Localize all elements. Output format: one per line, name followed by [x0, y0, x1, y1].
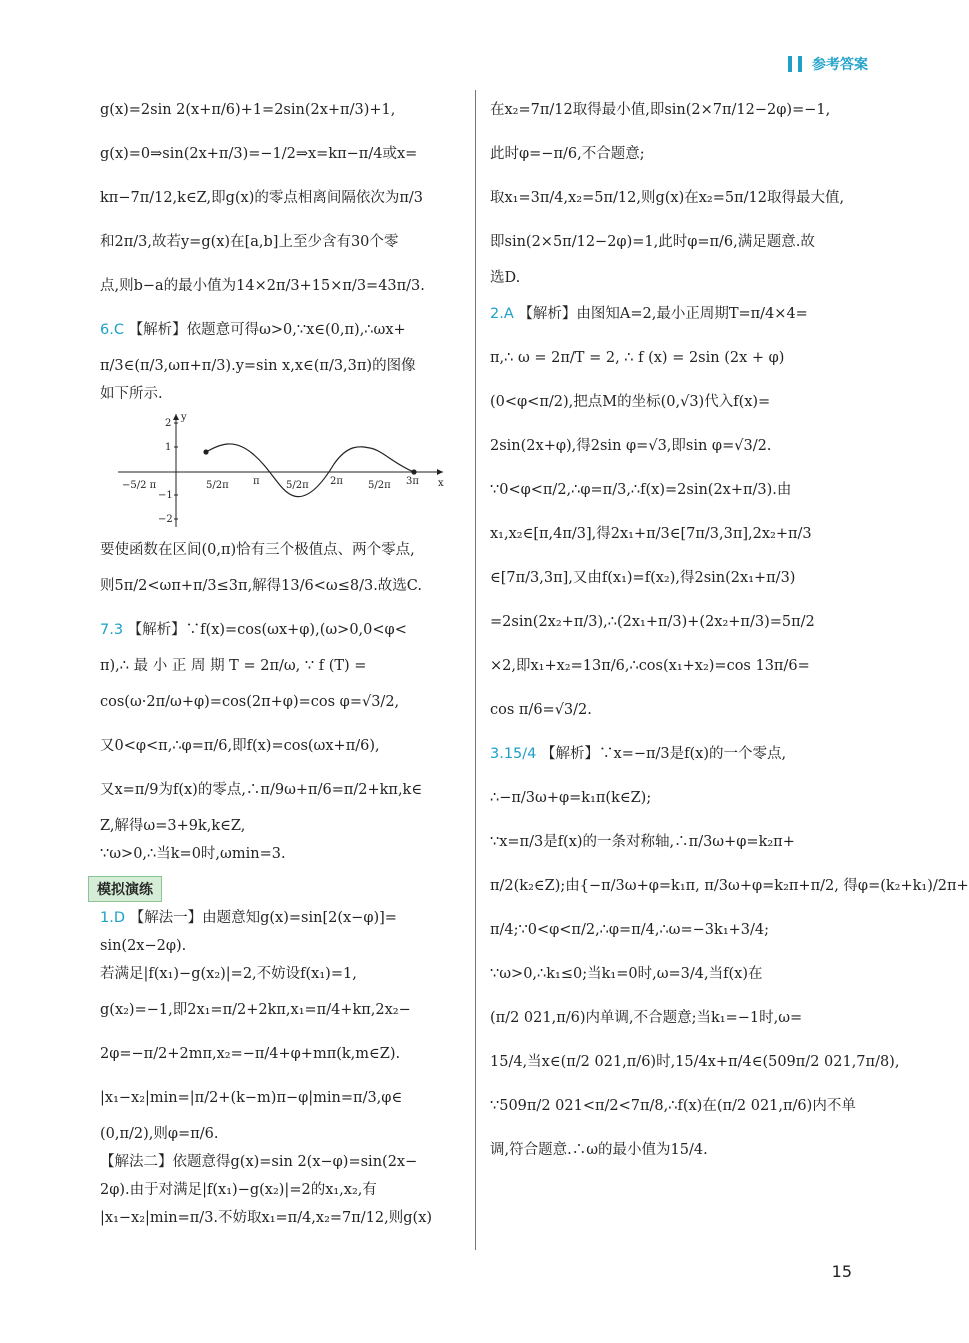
- text-line: cos(ω·2π/ω+φ)=cos(2π+φ)=cos φ=√3/2,: [100, 694, 400, 710]
- text-line: π,∴ ω = 2π/T = 2, ∴ f (x) = 2sin (2x + φ): [490, 350, 785, 366]
- tick-label: 5/2π: [286, 480, 309, 491]
- text-line: ×2,即x₁+x₂=13π/6,∴cos(x₁+x₂)=cos 13π/6=: [490, 658, 810, 674]
- tick-label: 3π: [406, 476, 419, 487]
- left-column: [97, 88, 462, 1232]
- text-line: 即sin(2×5π/12−2φ)=1,此时φ=π/6,满足题意.故: [490, 234, 815, 250]
- question-number: 2.A: [490, 306, 514, 322]
- text-line: 要使函数在区间(0,π)恰有三个极值点、两个零点,: [100, 542, 415, 558]
- text-line: π/2(k₂∈Z);由{−π/3ω+φ=k₁π, π/3ω+φ=k₂π+π/2, 得φ=(k₂+k₁)/2π+: [490, 878, 969, 894]
- text-line: ∵0<φ<π/2,∴φ=π/3,∴f(x)=2sin(2x+π/3).由: [490, 482, 792, 498]
- text-line: (0,π/2),则φ=π/6.: [100, 1126, 219, 1142]
- tick-label: 5/2π: [368, 480, 391, 491]
- section-tag: 模拟演练: [88, 876, 162, 902]
- text-line: 2φ=−π/2+2mπ,x₂=−π/4+φ+mπ(k,m∈Z).: [100, 1046, 401, 1062]
- text-line: ∵x=π/3是f(x)的一条对称轴,∴π/3ω+φ=k₂π+: [490, 834, 795, 850]
- question-number: 6.C: [100, 322, 124, 338]
- text-line: (0<φ<π/2),把点M的坐标(0,√3)代入f(x)=: [490, 394, 771, 410]
- page-header: [788, 50, 868, 78]
- text-line: kπ−7π/12,k∈Z,即g(x)的零点相离间隔依次为π/3: [100, 190, 424, 206]
- text-line: ∵ω>0,∴当k=0时,ωmin=3.: [100, 846, 286, 862]
- text-line: 又x=π/9为f(x)的零点,∴π/9ω+π/6=π/2+kπ,k∈: [100, 782, 423, 798]
- text-line: sin(2x−2φ).: [100, 938, 187, 954]
- question-number: 1.D: [100, 910, 125, 926]
- text-line: ∵509π/2 021<π/2<7π/8,∴f(x)在(π/2 021,π/6)内不单: [490, 1098, 856, 1114]
- text-line: 15/4,当x∈(π/2 021,π/6)时,15/4x+π/4∈(509π/2 021,7π/8),: [490, 1054, 900, 1070]
- text-line: (π/2 021,π/6)内单调,不合题意;当k₁=−1时,ω=: [490, 1010, 803, 1026]
- text-line: ∵ω>0,∴k₁≤0;当k₁=0时,ω=3/4,当f(x)在: [490, 966, 763, 982]
- column-divider: [475, 90, 476, 1250]
- tick-label: 5/2π: [206, 480, 229, 491]
- text-span: 【解析】由图知A=2,最小正周期T=π/4×4=: [518, 306, 808, 322]
- end-point: [411, 469, 416, 474]
- text-span: 【解法一】由题意知g(x)=sin[2(x−φ)]=: [129, 910, 397, 926]
- text-line: |x₁−x₂|min=|π/2+(k−m)π−φ|min=π/3,φ∈: [100, 1090, 403, 1106]
- text-line: 如下所示.: [100, 386, 163, 402]
- text-line: 调,符合题意.∴ω的最小值为15/4.: [490, 1142, 708, 1158]
- question-number: 7.3: [100, 622, 124, 638]
- y-axis-label: y: [181, 412, 187, 423]
- question-7-line: [100, 608, 462, 652]
- text-line: ∴−π/3ω+φ=k₁π(k∈Z);: [490, 790, 652, 806]
- text-line: g(x₂)=−1,即2x₁=π/2+2kπ,x₁=π/4+kπ,2x₂−: [100, 1002, 411, 1018]
- tick-label: 2π: [330, 476, 343, 487]
- text-line: ∈[7π/3,3π],又由f(x₁)=f(x₂),得2sin(2x₁+π/3): [490, 570, 796, 586]
- text-line: 和2π/3,故若y=g(x)在[a,b]上至少含有30个零: [100, 234, 399, 250]
- text-line: 2φ).由于对满足|f(x₁)−g(x₂)|=2的x₁,x₂,有: [100, 1182, 377, 1198]
- tick-label: π: [253, 476, 260, 487]
- sine-graph: [108, 412, 448, 530]
- tick-label: −5/2 π: [122, 480, 157, 491]
- tick-label: −1: [158, 490, 173, 501]
- text-line: g(x)=0⇒sin(2x+π/3)=−1/2⇒x=kπ−π/4或x=: [100, 146, 418, 162]
- tick-label: 1: [165, 442, 172, 453]
- text-line: |x₁−x₂|min=π/3.不妨取x₁=π/4,x₂=7π/12,则g(x): [100, 1210, 433, 1226]
- text-line: π),∴ 最 小 正 周 期 T = 2π/ω, ∵ f (T) =: [100, 658, 367, 674]
- text-line: 【解法二】依题意得g(x)=sin 2(x−φ)=sin(2x−: [100, 1154, 418, 1170]
- text-line: 此时φ=−π/6,不合题意;: [490, 146, 645, 162]
- text-line: 点,则b−a的最小值为14×2π/3+15×π/3=43π/3.: [100, 278, 425, 294]
- text-line: 取x₁=3π/4,x₂=5π/12,则g(x)在x₂=5π/12取得最大值,: [490, 190, 845, 206]
- text-line: π/3∈(π/3,ωπ+π/3).y=sin x,x∈(π/3,3π)的图像: [100, 358, 416, 374]
- text-span: 【解析】依题意可得ω>0,∵x∈(0,π),∴ωx+: [128, 322, 406, 338]
- y-axis-arrow: [173, 414, 179, 420]
- text-line: 又0<φ<π,∴φ=π/6,即f(x)=cos(ωx+π/6),: [100, 738, 380, 754]
- text-line: 选D.: [490, 270, 521, 286]
- question-m1-line: [100, 904, 462, 932]
- question-m3-line: [490, 732, 870, 776]
- question-number: 3.15/4: [490, 746, 537, 762]
- start-point: [203, 449, 208, 454]
- header-bar-icon: [798, 56, 802, 72]
- question-m2-line: [490, 292, 870, 336]
- text-line: g(x)=2sin 2(x+π/6)+1=2sin(2x+π/3)+1,: [100, 102, 396, 118]
- tick-label: 2: [165, 418, 172, 429]
- x-axis-label: x: [438, 478, 444, 489]
- question-6-line: [100, 308, 462, 352]
- text-line: 则5π/2<ωπ+π/3≤3π,解得13/6<ω≤8/3.故选C.: [100, 578, 422, 594]
- right-column: [490, 88, 969, 1172]
- text-line: Z,解得ω=3+9k,k∈Z,: [100, 818, 246, 834]
- text-line: =2sin(2x₂+π/3),∴(2x₁+π/3)+(2x₂+π/3)=5π/2: [490, 614, 815, 630]
- text-line: 2sin(2x+φ),得2sin φ=√3,即sin φ=√3/2.: [490, 438, 772, 454]
- header-bar-icon: [788, 56, 792, 72]
- text-line: x₁,x₂∈[π,4π/3],得2x₁+π/3∈[7π/3,3π],2x₂+π/3: [490, 526, 812, 542]
- text-span: 【解析】∵x=−π/3是f(x)的一个零点,: [541, 746, 787, 762]
- tick-label: −2: [158, 514, 173, 525]
- x-axis-arrow: [437, 469, 443, 475]
- page-number: 15: [831, 1262, 852, 1281]
- text-line: 若满足|f(x₁)−g(x₂)|=2,不妨设f(x₁)=1,: [100, 966, 357, 982]
- text-line: π/4;∵0<φ<π/2,∴φ=π/4,∴ω=−3k₁+3/4;: [490, 922, 769, 938]
- text-line: 在x₂=7π/12取得最小值,即sin(2×7π/12−2φ)=−1,: [490, 102, 831, 118]
- text-line: cos π/6=√3/2.: [490, 702, 592, 718]
- header-title: 参考答案: [812, 57, 868, 73]
- text-span: 【解析】∵f(x)=cos(ωx+φ),(ω>0,0<φ<: [127, 622, 407, 638]
